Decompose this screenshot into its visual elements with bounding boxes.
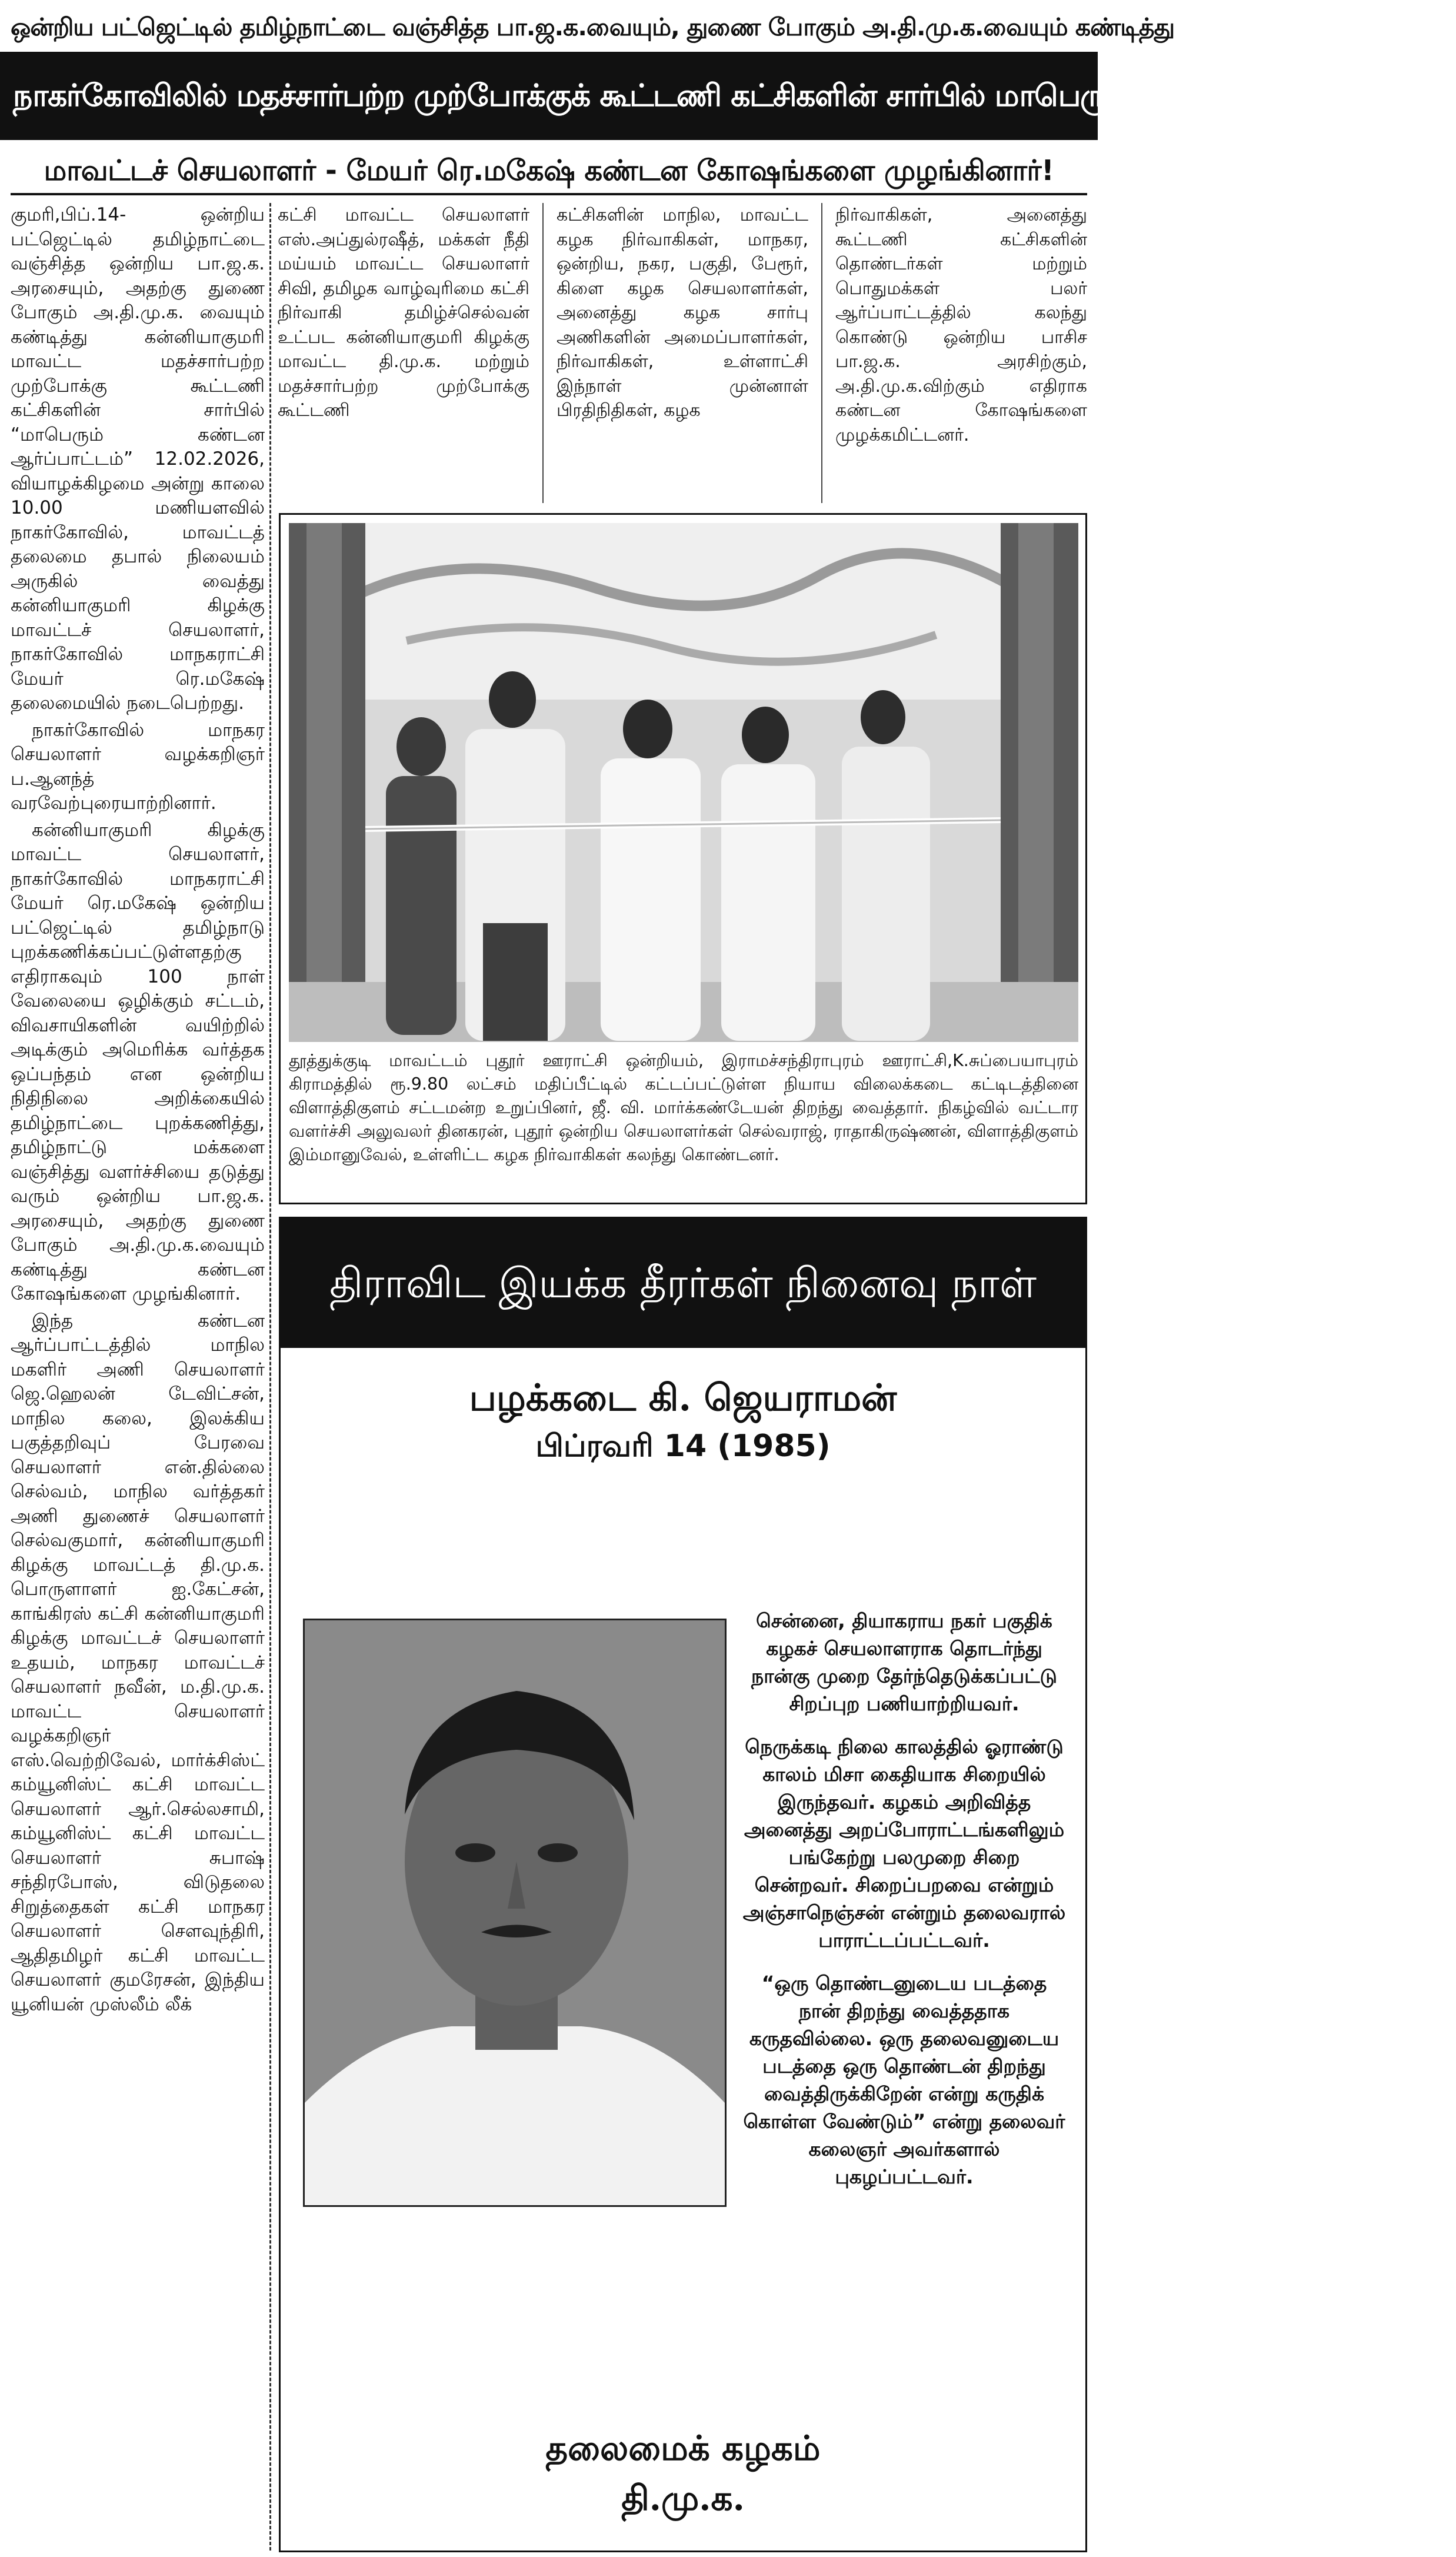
article-top-columns [278, 203, 1087, 503]
main-headline: நாகர்கோவிலில் மதச்சார்பற்ற முற்போக்குக் கூட்டணி கட்சிகளின் சார்பில் மாபெரும் கண்டன ஆர்ப்பாட்டம்! [13, 78, 1456, 114]
kicker-line: ஒன்றிய பட்ஜெட்டில் தமிழ்நாட்டை வஞ்சித்த பா.ஜ.க.வையும், துணை போகும் அ.தி.மு.க.வையும் கண்டித்து [11, 13, 1175, 41]
memorial-portrait [303, 1619, 727, 2207]
sub-headline: மாவட்டச் செயலாளர் - மேயர் ரெ.மகேஷ் கண்டன கோஷங்களை முழங்கினார்! [11, 147, 1087, 195]
article-paragraph: நாகர்கோவில் மாநகர செயலாளர் வழக்கறிஞர் ப.ஆனந்த் வரவேற்புரையாற்றினார். [11, 719, 265, 814]
memorial-biography [739, 1607, 1069, 2372]
memorial-person-name: பழக்கடை கி. ஜெயராமன் [469, 1376, 897, 1419]
memorial-date: பிப்ரவரி 14 (1985) [535, 1429, 831, 1464]
article-column-4: நிர்வாகிகள், அனைத்து கூட்டணி கட்சிகளின் தொண்டர்கள் மற்றும் பொதுமக்கள் பலர் ஆர்ப்பாட்டத்தில் கலந்து கொண்டு ஒன்றிய பாசிச பா.ஜ.க. அரசிற்கும், அ.தி.மு.க.விற்கும் எதிராக கண்டன கோஷங்களை முழக்கமிட்டனர். [835, 205, 1087, 445]
ribbon-cutting-photo [289, 523, 1078, 1042]
main-headline-bar [0, 52, 1456, 140]
news-photo-box [279, 513, 1087, 1204]
column-rule [821, 203, 822, 503]
photo-caption: தூத்துக்குடி மாவட்டம் புதூர் ஊராட்சி ஒன்றியம், இராமச்சந்திராபுரம் ஊராட்சி,K.சுப்பையாபுரம் கிராமத்தில் ரூ.9.80 லட்சம் மதிப்பீட்டில் கட்டப்பட்டுள்ள நியாய விலைக்கடை கட்டிடத்தினை விளாத்திகுளம் சட்டமன்ற உறுப்பினர், ஜீ. வி. மார்க்கண்டேயன் திறந்து வைத்தார். நிகழ்வில் வட்டார வளர்ச்சி அலுவலர் தினகரன், புதூர் ஒன்றிய செயலாளர்கள் செல்வராஜ், ராதாகிருஷ்ணன், விளாத்திகுளம் இம்மானுவேல், உள்ளிட்ட கழக நிர்வாகிகள் கலந்து கொண்டனர். [289, 1051, 1078, 1164]
article-paragraph: குமரி,பிப்.14- ஒன்றிய பட்ஜெட்டில் தமிழ்நாட்டை வஞ்சித்த ஒன்றிய பா.ஜ.க. அரசையும், அதற்கு துணை போகும் அ.தி.மு.க. வையும் கண்டித்து கன்னியாகுமரி மாவட்ட மதச்சார்பற்ற முற்போக்கு கூட்டணி கட்சிகளின் சார்பில் “மாபெரும் கண்டன ஆர்ப்பாட்டம்” 12.02.2026, வியாழக்கிழமை அன்று காலை 10.00 மணியளவில் நாகர்கோவில், மாவட்டத் தலைமை தபால் நிலையம் அருகில் வைத்து கன்னியாகுமரி கிழக்கு மாவட்டச் செயலாளர், நாகர்கோவில் மாநகராட்சி மேயர் ரெ.மகேஷ் தலைமையில் நடைபெற்றது. [11, 204, 265, 714]
memorial-notice [279, 1217, 1087, 2552]
memorial-banner: திராவிட இயக்க தீரர்கள் நினைவு நாள் [281, 1218, 1085, 1348]
memorial-portrait-graphic [305, 1620, 725, 2205]
article-paragraph: கன்னியாகுமரி கிழக்கு மாவட்ட செயலாளர், நாகர்கோவில் மாநகராட்சி மேயர் ரெ.மகேஷ் ஒன்றிய பட்ஜெட்டில் தமிழ்நாடு புறக்கணிக்கப்பட்டுள்ளதற்கு எதிராகவும் 100 நாள் வேலையை ஒழிக்கும் சட்டம், விவசாயிகளின் வயிற்றில் அடிக்கும் அமெரிக்க வர்த்தக ஒப்பந்தம் என ஒன்றிய நிதிநிலை அறிக்கையில் தமிழ்நாட்டை புறக்கணித்து, தமிழ்நாட்டு மக்களை வஞ்சித்து வளர்ச்சியை தடுத்து வரும் ஒன்றிய பா.ஜ.க. அரசையும், அதற்கு துணை போகும் அ.தி.மு.க.வையும் கண்டித்து கண்டன கோஷங்களை முழங்கினார். [11, 819, 265, 1304]
article-paragraph: இந்த கண்டன ஆர்ப்பாட்டத்தில் மாநில மகளிர் அணி செயலாளர் ஜெ.ஹெலன் டேவிட்சன், மாநில கலை, இலக்கிய பகுத்தறிவுப் பேரவை செயலாளர் என்.தில்லை செல்வம், மாநில வர்த்தகர் அணி துணைச் செயலாளர் செல்வகுமார், கன்னியாகுமரி கிழக்கு மாவட்டத் தி.மு.க. பொருளாளர் ஐ.கேட்சன், காங்கிரஸ் கட்சி கன்னியாகுமரி கிழக்கு மாவட்டச் செயலாளர் உதயம், மாநகர மாவட்டச் செயலாளர் நவீன், ம.தி.மு.க. மாவட்ட செயலாளர் வழக்கறிஞர் எஸ்.வெற்றிவேல், மார்க்சிஸ்ட் கம்யூனிஸ்ட் கட்சி மாவட்ட செயலாளர் ஆர்.செல்லசாமி, கம்யூனிஸ்ட் கட்சி மாவட்ட செயலாளர் சுபாஷ் சந்திரபோஸ், விடுதலை சிறுத்தைகள் கட்சி மாநகர செயலாளர் சௌவுந்திரி, ஆதிதமிழர் கட்சி மாவட்ட செயலாளர் குமரேசன், இந்திய யூனியன் முஸ்லீம் லீக் [11, 1310, 265, 2015]
article-column-2: கட்சி மாவட்ட செயலாளர் எஸ்.அப்துல்ரஷீத், மக்கள் நீதி மய்யம் மாவட்ட செயலாளர் சிவி, தமிழக வாழ்வுரிமை கட்சி நிர்வாகி தமிழ்ச்செல்வன் உட்பட கன்னியாகுமரி கிழக்கு மாவட்ட தி.மு.க. மற்றும் மதச்சார்பற்ற முற்போக்கு கூட்டணி [278, 205, 529, 421]
column-divider [269, 203, 271, 2551]
column-rule [542, 203, 544, 503]
memorial-signature-org: தலைமைக் கழகம் [545, 2428, 821, 2468]
bio-paragraph: “ஒரு தொண்டனுடைய படத்தை நான் திறந்து வைத்ததாக கருதவில்லை. ஒரு தலைவனுடைய படத்தை ஒரு தொண்டன் திறந்து வைத்திருக்கிறேன் என்று கருதிக் கொள்ள வேண்டும்” என்று தலைவர் கலைஞர் அவர்களால் புகழப்பட்டவர். [743, 1972, 1065, 2188]
bio-paragraph: சென்னை, தியாகராய நகர் பகுதிக் கழகச் செயலாளராக தொடர்ந்து நான்கு முறை தேர்ந்தெடுக்கப்பட்டு சிறப்புற பணியாற்றியவர். [751, 1609, 1057, 1715]
memorial-signature-party: தி.மு.க. [621, 2478, 745, 2518]
article-column-3: கட்சிகளின் மாநில, மாவட்ட கழக நிர்வாகிகள், மாநகர, ஒன்றிய, நகர, பகுதி, பேரூர், கிளை கழக செயலாளர்கள், அனைத்து கழக சார்பு அணிகளின் அமைப்பாளர்கள், நிர்வாகிகள், உள்ளாட்சி இந்நாள் முன்னாள் பிரதிநிதிகள், கழக [557, 205, 808, 421]
bio-paragraph: நெருக்கடி நிலை காலத்தில் ஓராண்டு காலம் மிசா கைதியாக சிறையில் இருந்தவர். கழகம் அறிவித்த அனைத்து அறப்போராட்டங்களிலும் பங்கேற்று பலமுறை சிறை சென்றவர். சிறைப்பறவை என்றும் அஞ்சாநெஞ்சன் என்றும் தலைவரால் பாராட்டப்பட்டவர். [742, 1735, 1066, 1952]
ribbon-cutting-photo-graphic [289, 523, 1078, 1042]
article-left-column [11, 203, 265, 2551]
